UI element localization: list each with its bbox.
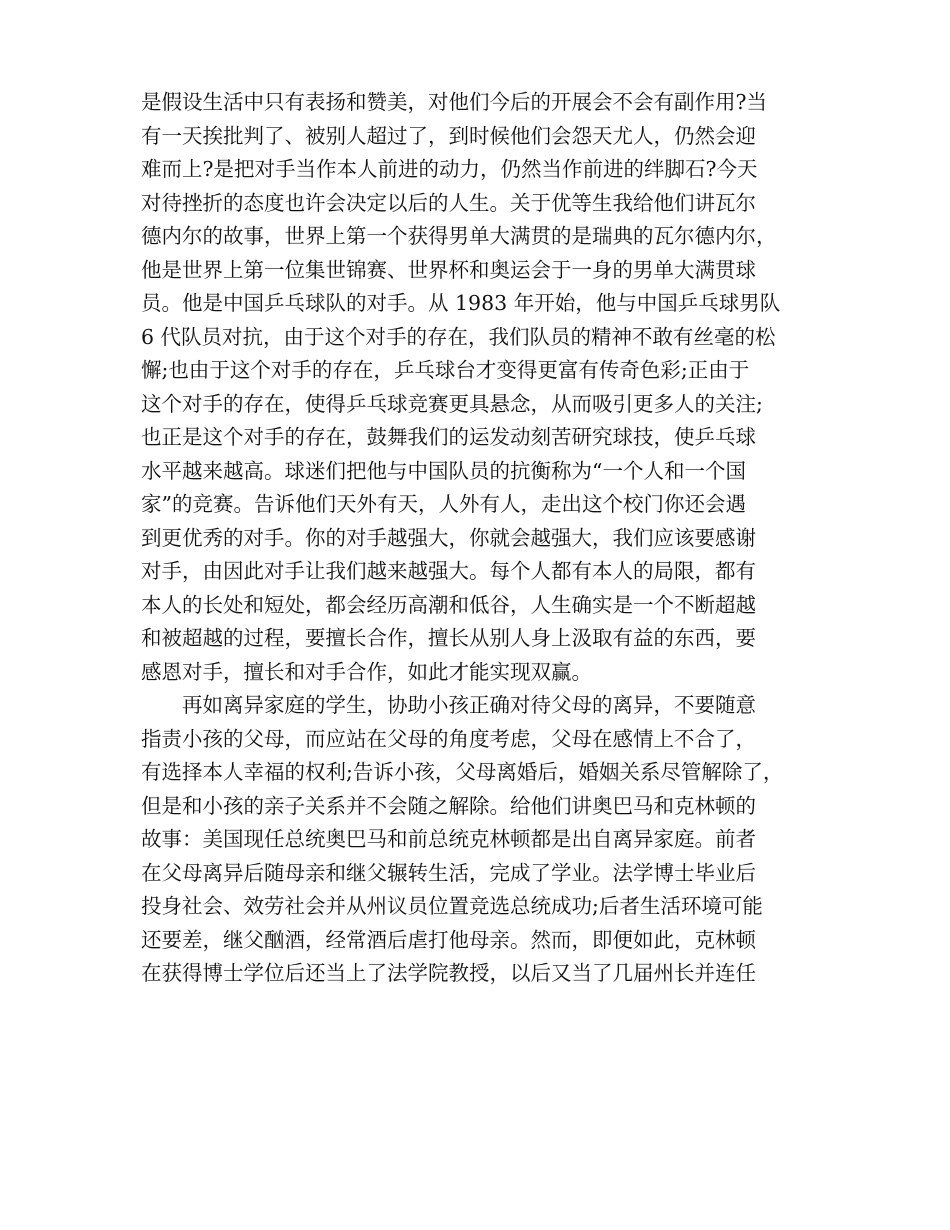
text-line: 水平越来越高。球迷们把他与中国队员的抗衡称为“一个人和一个国 (141, 458, 746, 483)
text-line: 到更优秀的对手。你的对手越强大，你就会越强大，我们应该要感谢 (141, 525, 756, 550)
text-line: 有一天挨批判了、被别人超过了，到时候他们会怨天尤人，仍然会迎 (141, 123, 756, 148)
text-line: 在父母离异后随母亲和继父辗转生活，完成了学业。法学博士毕业后 (141, 860, 756, 885)
text-line: 故事：美国现任总统奥巴马和前总统克林顿都是出自离异家庭。前者 (141, 827, 756, 851)
text-line: 对手，由因此对手让我们越来越强大。每个人都有本人的局限，都有 (141, 559, 756, 583)
text-line: 有选择本人幸福的权利;告诉小孩，父母离婚后，婚姻关系尽管解除了， (141, 760, 784, 784)
text-line: 投身社会、效劳社会并从州议员位置竞选总统成功;后者生活环境可能 (141, 894, 763, 918)
text-line: 家”的竞赛。告诉他们天外有天，人外有人，走出这个校门你还会遇 (141, 492, 746, 516)
text-line: 指责小孩的父母，而应站在父母的角度考虑，父母在感情上不合了， (141, 726, 756, 751)
text-line: 难而上?是把对手当作本人前进的动力，仍然当作前进的绊脚石?今天 (141, 157, 758, 181)
text-line: 员。他是中国乒乓球队的对手。从 1983 年开始，他与中国乒乓球男队 (141, 291, 781, 315)
text-line: 再如离异家庭的学生，协助小孩正确对待父母的离异，不要随意 (182, 693, 756, 717)
text-line: 本人的长处和短处，都会经历高潮和低谷，人生确实是一个不断超越 (141, 592, 756, 617)
text-line: 还要差，继父酗酒，经常酒后虐打他母亲。然而，即便如此，克林顿 (141, 927, 756, 952)
text-line: 他是世界上第一位集世锦赛、世界杯和奥运会于一身的男单大满贯球 (141, 257, 756, 282)
body-text (141, 86, 811, 991)
text-line: 对待挫折的态度也许会决定以后的人生。关于优等生我给他们讲瓦尔 (141, 190, 756, 215)
text-line: 是假设生活中只有表扬和赞美，对他们今后的开展会不会有副作用?当 (141, 90, 767, 114)
paragraph-1 (141, 86, 811, 689)
text-line: 懈;也由于这个对手的存在，乒乓球台才变得更富有传奇色彩;正由于 (141, 358, 750, 382)
paragraph-2 (141, 689, 811, 991)
text-line: 感恩对手，擅长和对手合作，如此才能实现双赢。 (141, 659, 592, 684)
text-line: 6 代队员对抗，由于这个对手的存在，我们队员的精神不敢有丝毫的松 (141, 324, 776, 349)
text-line: 和被超越的过程，要擅长合作，擅长从别人身上汲取有益的东西，要 (141, 626, 756, 650)
text-line: 德内尔的故事，世界上第一个获得男单大满贯的是瑞典的瓦尔德内尔， (141, 224, 777, 248)
text-line: 这个对手的存在，使得乒乓球竞赛更具悬念，从而吸引更多人的关注; (141, 391, 763, 416)
text-line: 也正是这个对手的存在，鼓舞我们的运发动刻苦研究球技，使乒乓球 (141, 425, 756, 449)
text-line: 但是和小孩的亲子关系并不会随之解除。给他们讲奥巴马和克林顿的 (141, 793, 756, 818)
text-line: 在获得博士学位后还当上了法学院教授，以后又当了几届州长并连任 (141, 961, 756, 985)
